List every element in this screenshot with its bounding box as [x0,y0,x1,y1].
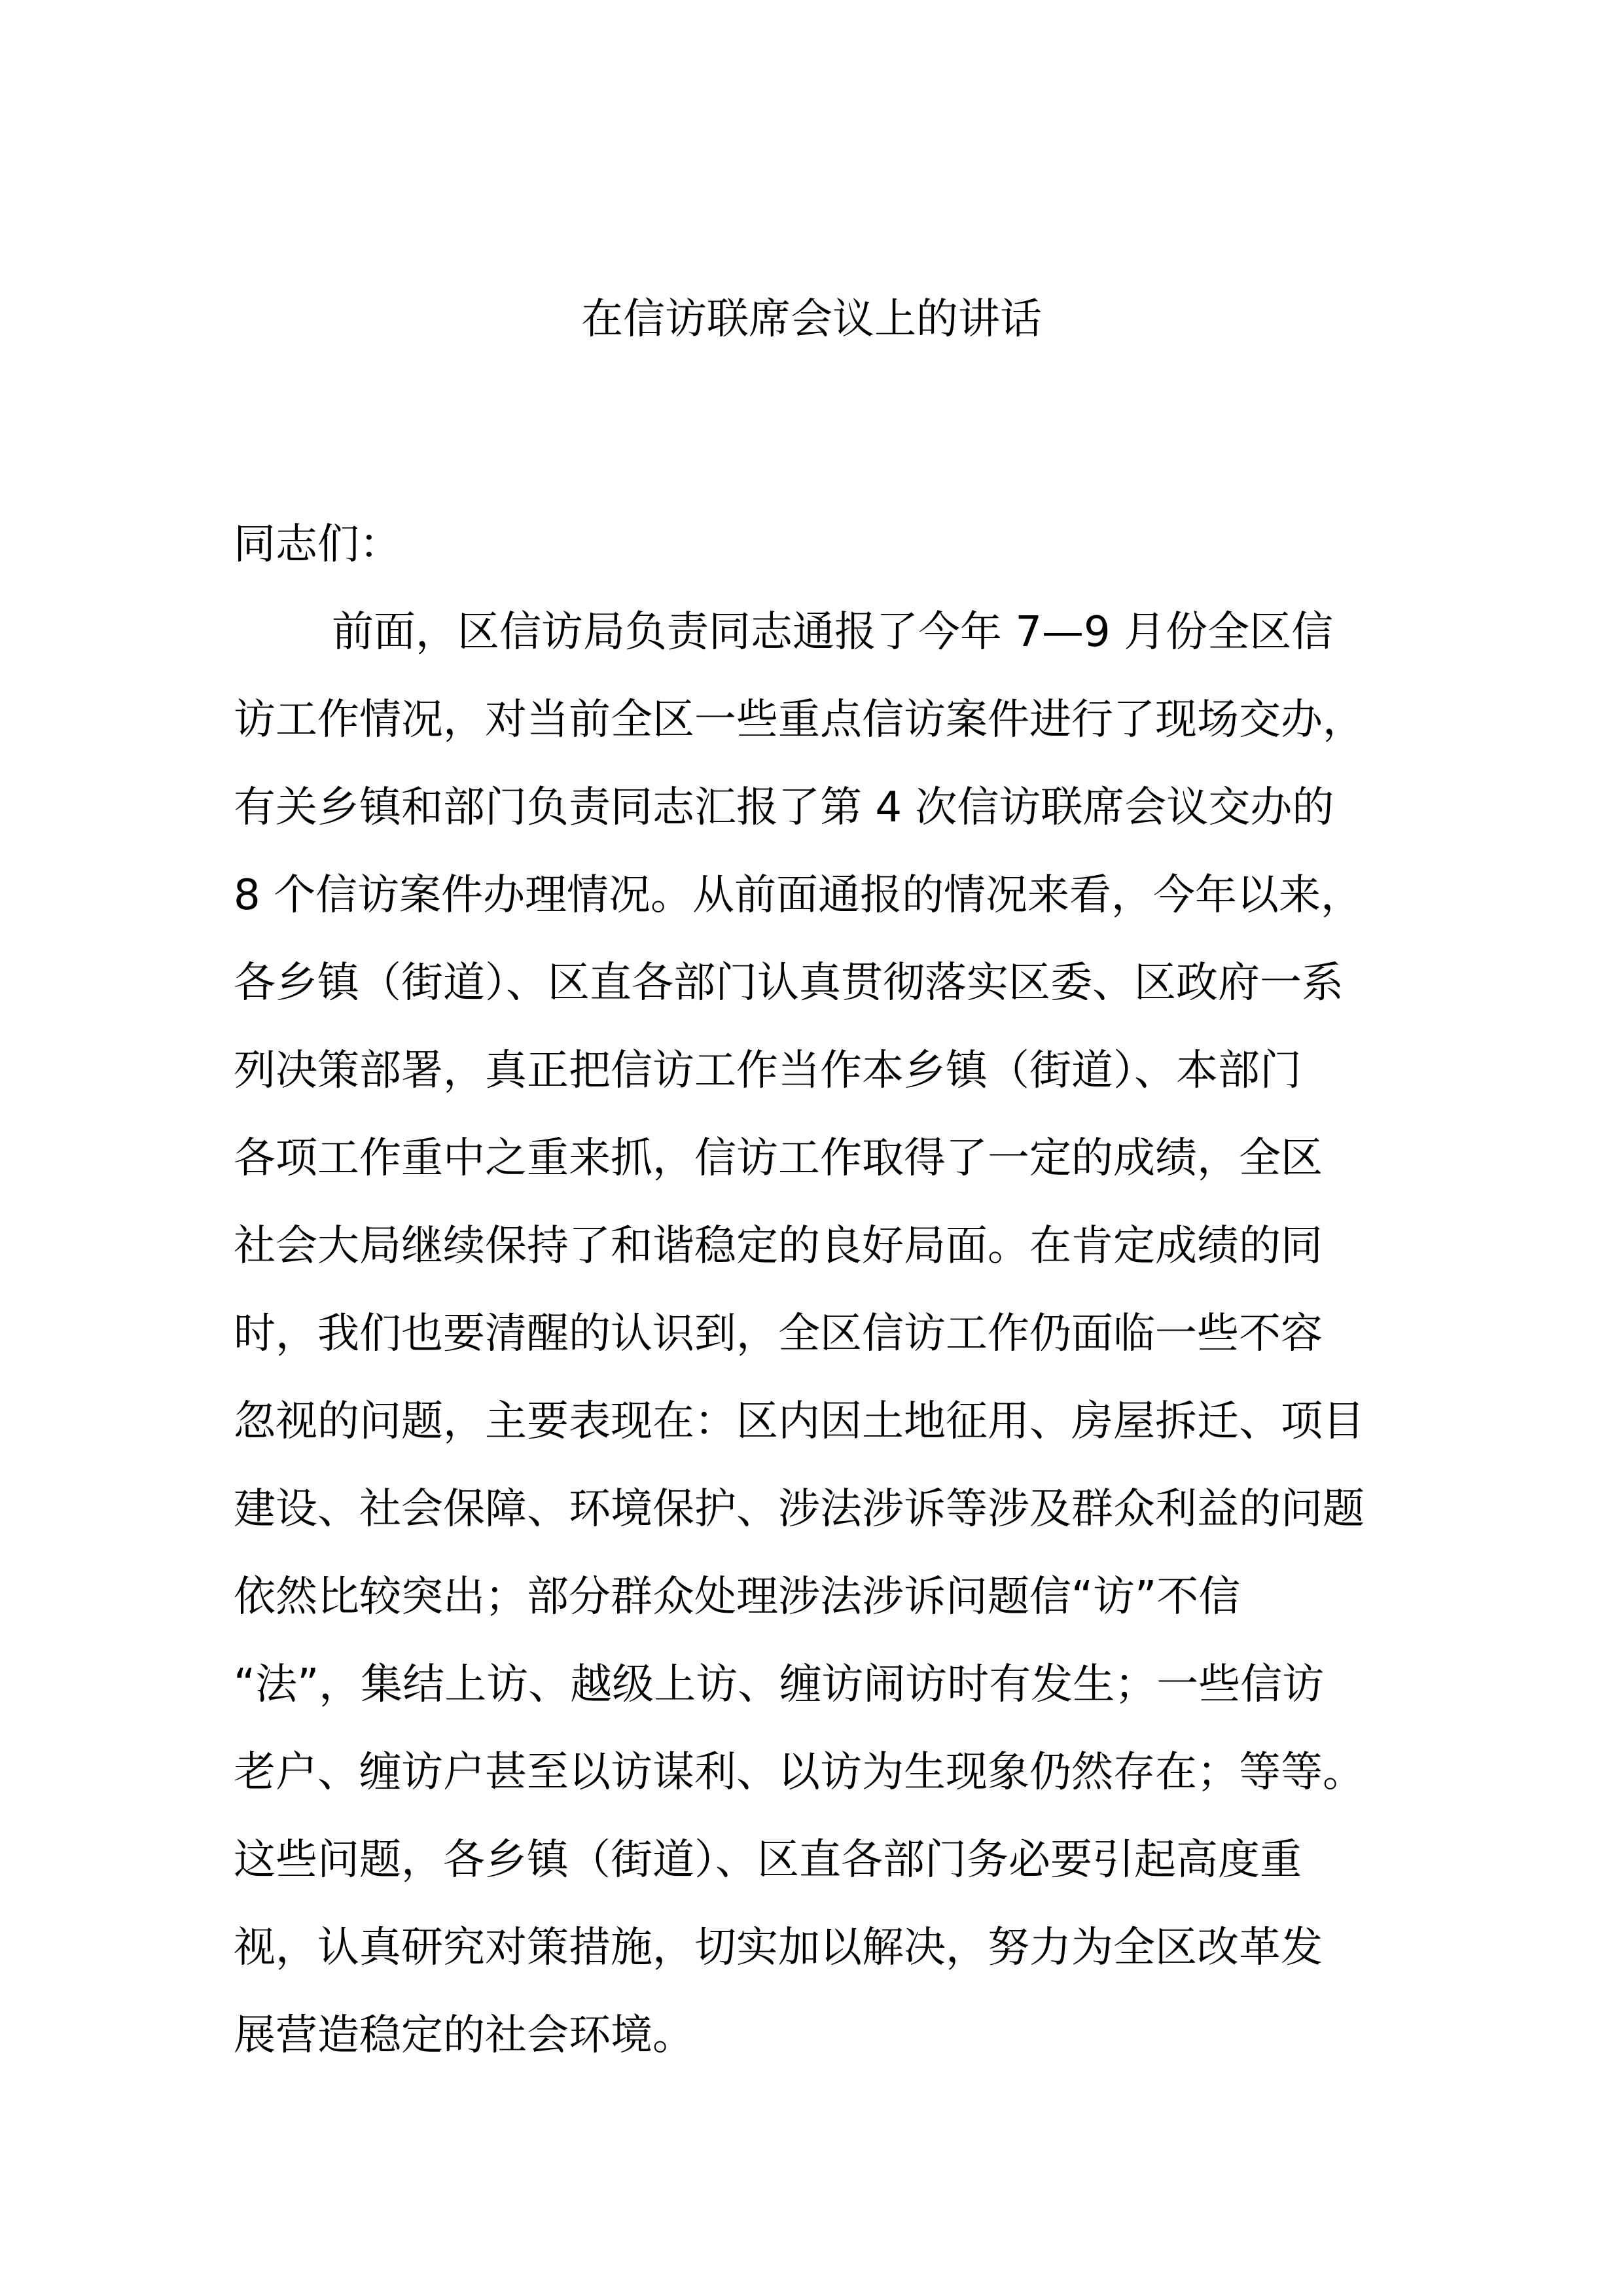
body-line: 视，认真研究对策措施，切实加以解决，努力为全区改革发 [234,1924,1323,1972]
body-line: 社会大局继续保持了和谐稳定的良好局面。在肯定成绩的同 [234,1222,1323,1270]
document-title: 在信访联席会议上的讲话 [581,295,1042,344]
body-line: 建设、社会保障、环境保护、涉法涉诉等涉及群众利益的问题 [234,1485,1364,1534]
body-line: “法”，集结上访、越级上访、缠访闹访时有发生；一些信访 [234,1660,1325,1709]
body-line: 各项工作重中之重来抓，信访工作取得了一定的成绩，全区 [234,1134,1323,1183]
body-line: 列决策部署，真正把信访工作当作本乡镇（街道）、本部门 [234,1047,1302,1095]
speech-body [234,600,1399,2090]
body-line: 时，我们也要清醒的认识到，全区信访工作仍面临一些不容 [234,1310,1323,1358]
body-line: 忽视的问题，主要表现在：区内因土地征用、房屋拆迁、项目 [234,1397,1364,1446]
body-line: 各乡镇（街道）、区直各部门认真贯彻落实区委、区政府一系 [234,959,1344,1007]
body-line: 有关乡镇和部门负责同志汇报了第 4 次信访联席会议交办的 [234,783,1334,832]
body-line: 依然比较突出；部分群众处理涉法涉诉问题信“访”不信 [234,1573,1241,1621]
body-line: 访工作情况，对当前全区一些重点信访案件进行了现场交办， [234,696,1364,744]
salutation: 同志们： [234,520,401,569]
body-line: 8 个信访案件办理情况。从前面通报的情况来看，今年以来， [234,871,1363,920]
body-line: 这些问题，各乡镇（街道）、区直各部门务必要引起高度重 [234,1836,1302,1884]
body-line: 老户、缠访户甚至以访谋利、以访为生现象仍然存在；等等。 [234,1748,1364,1797]
body-line: 前面，区信访局负责同志通报了今年 7—9 月份全区信 [332,608,1334,656]
body-line: 展营造稳定的社会环境。 [234,2011,694,2060]
